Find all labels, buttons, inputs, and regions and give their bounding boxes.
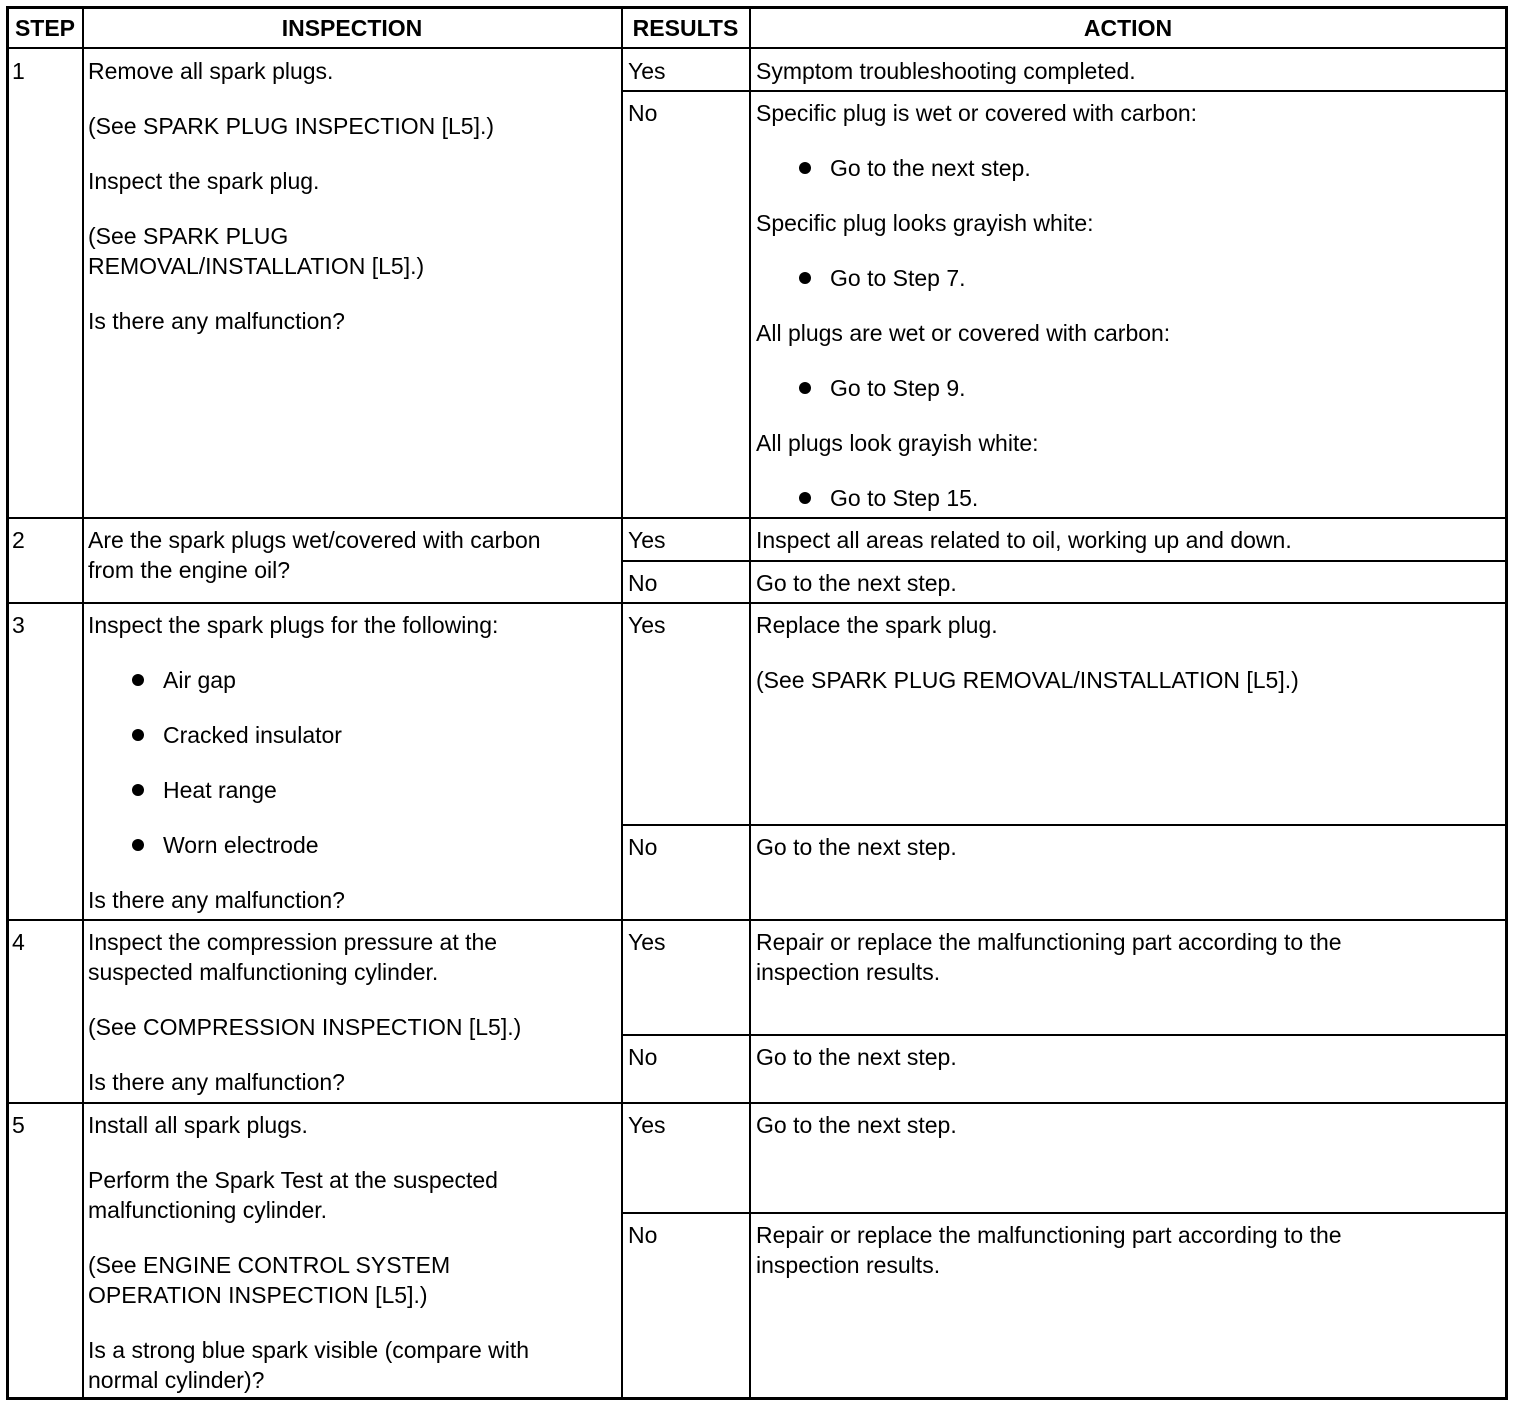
bullet-icon bbox=[799, 492, 811, 504]
inspection-bullet-text: Cracked insulator bbox=[163, 722, 342, 748]
inspection-bullet-text: Worn electrode bbox=[163, 832, 319, 858]
header-step: STEP bbox=[14, 15, 76, 41]
action-text: inspection results. bbox=[756, 959, 941, 985]
inspection-text: malfunctioning cylinder. bbox=[88, 1197, 328, 1223]
action-bullet-text: Go to Step 7. bbox=[830, 265, 966, 291]
result-yes: Yes bbox=[628, 929, 666, 955]
action-text: All plugs look grayish white: bbox=[756, 430, 1039, 456]
bullet-icon bbox=[132, 784, 144, 796]
result-no: No bbox=[628, 1044, 658, 1070]
header-inspection: INSPECTION bbox=[281, 15, 423, 41]
step-number: 2 bbox=[12, 527, 25, 553]
action-text: Go to the next step. bbox=[756, 1112, 957, 1138]
inspection-text: Inspect the spark plug. bbox=[88, 168, 320, 194]
bullet-icon bbox=[799, 272, 811, 284]
action-bullet-text: Go to Step 9. bbox=[830, 375, 966, 401]
action-text: Specific plug is wet or covered with carbon: bbox=[756, 100, 1198, 126]
result-yes: Yes bbox=[628, 58, 666, 84]
result-no: No bbox=[628, 834, 658, 860]
column-divider bbox=[749, 8, 751, 1400]
step-number: 5 bbox=[12, 1112, 25, 1138]
action-text: (See SPARK PLUG REMOVAL/INSTALLATION [L5].) bbox=[756, 667, 1299, 693]
result-divider bbox=[621, 560, 1508, 562]
step-number: 3 bbox=[12, 612, 25, 638]
bullet-icon bbox=[132, 729, 144, 741]
row-divider bbox=[6, 517, 1508, 519]
row-divider bbox=[6, 47, 1508, 49]
header-results: RESULTS bbox=[632, 15, 739, 41]
header-action: ACTION bbox=[1083, 15, 1173, 41]
column-divider bbox=[82, 8, 84, 1400]
action-text: Go to the next step. bbox=[756, 1044, 957, 1070]
result-no: No bbox=[628, 100, 658, 126]
action-text: Go to the next step. bbox=[756, 834, 957, 860]
action-text: Replace the spark plug. bbox=[756, 612, 998, 638]
column-divider bbox=[621, 8, 623, 1400]
inspection-text: (See ENGINE CONTROL SYSTEM bbox=[88, 1252, 451, 1278]
row-divider bbox=[6, 602, 1508, 604]
inspection-text: REMOVAL/INSTALLATION [L5].) bbox=[88, 253, 425, 279]
result-yes: Yes bbox=[628, 612, 666, 638]
result-divider bbox=[621, 1212, 1508, 1214]
row-divider bbox=[6, 919, 1508, 921]
action-text: inspection results. bbox=[756, 1252, 941, 1278]
inspection-text: Inspect the compression pressure at the bbox=[88, 929, 498, 955]
bullet-icon bbox=[799, 162, 811, 174]
result-yes: Yes bbox=[628, 527, 666, 553]
result-yes: Yes bbox=[628, 1112, 666, 1138]
action-text: Go to the next step. bbox=[756, 570, 957, 596]
result-no: No bbox=[628, 1222, 658, 1248]
row-divider bbox=[6, 1102, 1508, 1104]
bullet-icon bbox=[799, 382, 811, 394]
inspection-bullet-text: Air gap bbox=[163, 667, 236, 693]
result-divider bbox=[621, 824, 1508, 826]
action-bullet-text: Go to Step 15. bbox=[830, 485, 979, 511]
bullet-icon bbox=[132, 674, 144, 686]
action-text: Repair or replace the malfunctioning part according to the bbox=[756, 929, 1342, 955]
action-text: Repair or replace the malfunctioning part according to the bbox=[756, 1222, 1342, 1248]
result-no: No bbox=[628, 570, 658, 596]
action-text: All plugs are wet or covered with carbon: bbox=[756, 320, 1171, 346]
inspection-bullet-text: Heat range bbox=[163, 777, 277, 803]
inspection-question: Is there any malfunction? bbox=[88, 887, 345, 913]
inspection-text: Remove all spark plugs. bbox=[88, 58, 334, 84]
inspection-text: Perform the Spark Test at the suspected bbox=[88, 1167, 498, 1193]
inspection-text: OPERATION INSPECTION [L5].) bbox=[88, 1282, 428, 1308]
inspection-question: Is there any malfunction? bbox=[88, 308, 345, 334]
bullet-icon bbox=[132, 839, 144, 851]
inspection-text: (See COMPRESSION INSPECTION [L5].) bbox=[88, 1014, 522, 1040]
inspection-text: Install all spark plugs. bbox=[88, 1112, 308, 1138]
inspection-text: suspected malfunctioning cylinder. bbox=[88, 959, 439, 985]
action-text: Specific plug looks grayish white: bbox=[756, 210, 1094, 236]
inspection-text: Are the spark plugs wet/covered with carbon bbox=[88, 527, 541, 553]
result-divider bbox=[621, 1034, 1508, 1036]
inspection-question: normal cylinder)? bbox=[88, 1367, 265, 1393]
inspection-question: Is a strong blue spark visible (compare with bbox=[88, 1337, 530, 1363]
step-number: 1 bbox=[12, 58, 25, 84]
action-text: Inspect all areas related to oil, working up and down. bbox=[756, 527, 1292, 553]
inspection-question: Is there any malfunction? bbox=[88, 1069, 345, 1095]
action-text: Symptom troubleshooting completed. bbox=[756, 58, 1136, 84]
inspection-text: Inspect the spark plugs for the following: bbox=[88, 612, 499, 638]
step-number: 4 bbox=[12, 929, 25, 955]
inspection-text: (See SPARK PLUG bbox=[88, 223, 289, 249]
result-divider bbox=[621, 90, 1508, 92]
inspection-text: (See SPARK PLUG INSPECTION [L5].) bbox=[88, 113, 495, 139]
action-bullet-text: Go to the next step. bbox=[830, 155, 1031, 181]
inspection-text: from the engine oil? bbox=[88, 557, 291, 583]
